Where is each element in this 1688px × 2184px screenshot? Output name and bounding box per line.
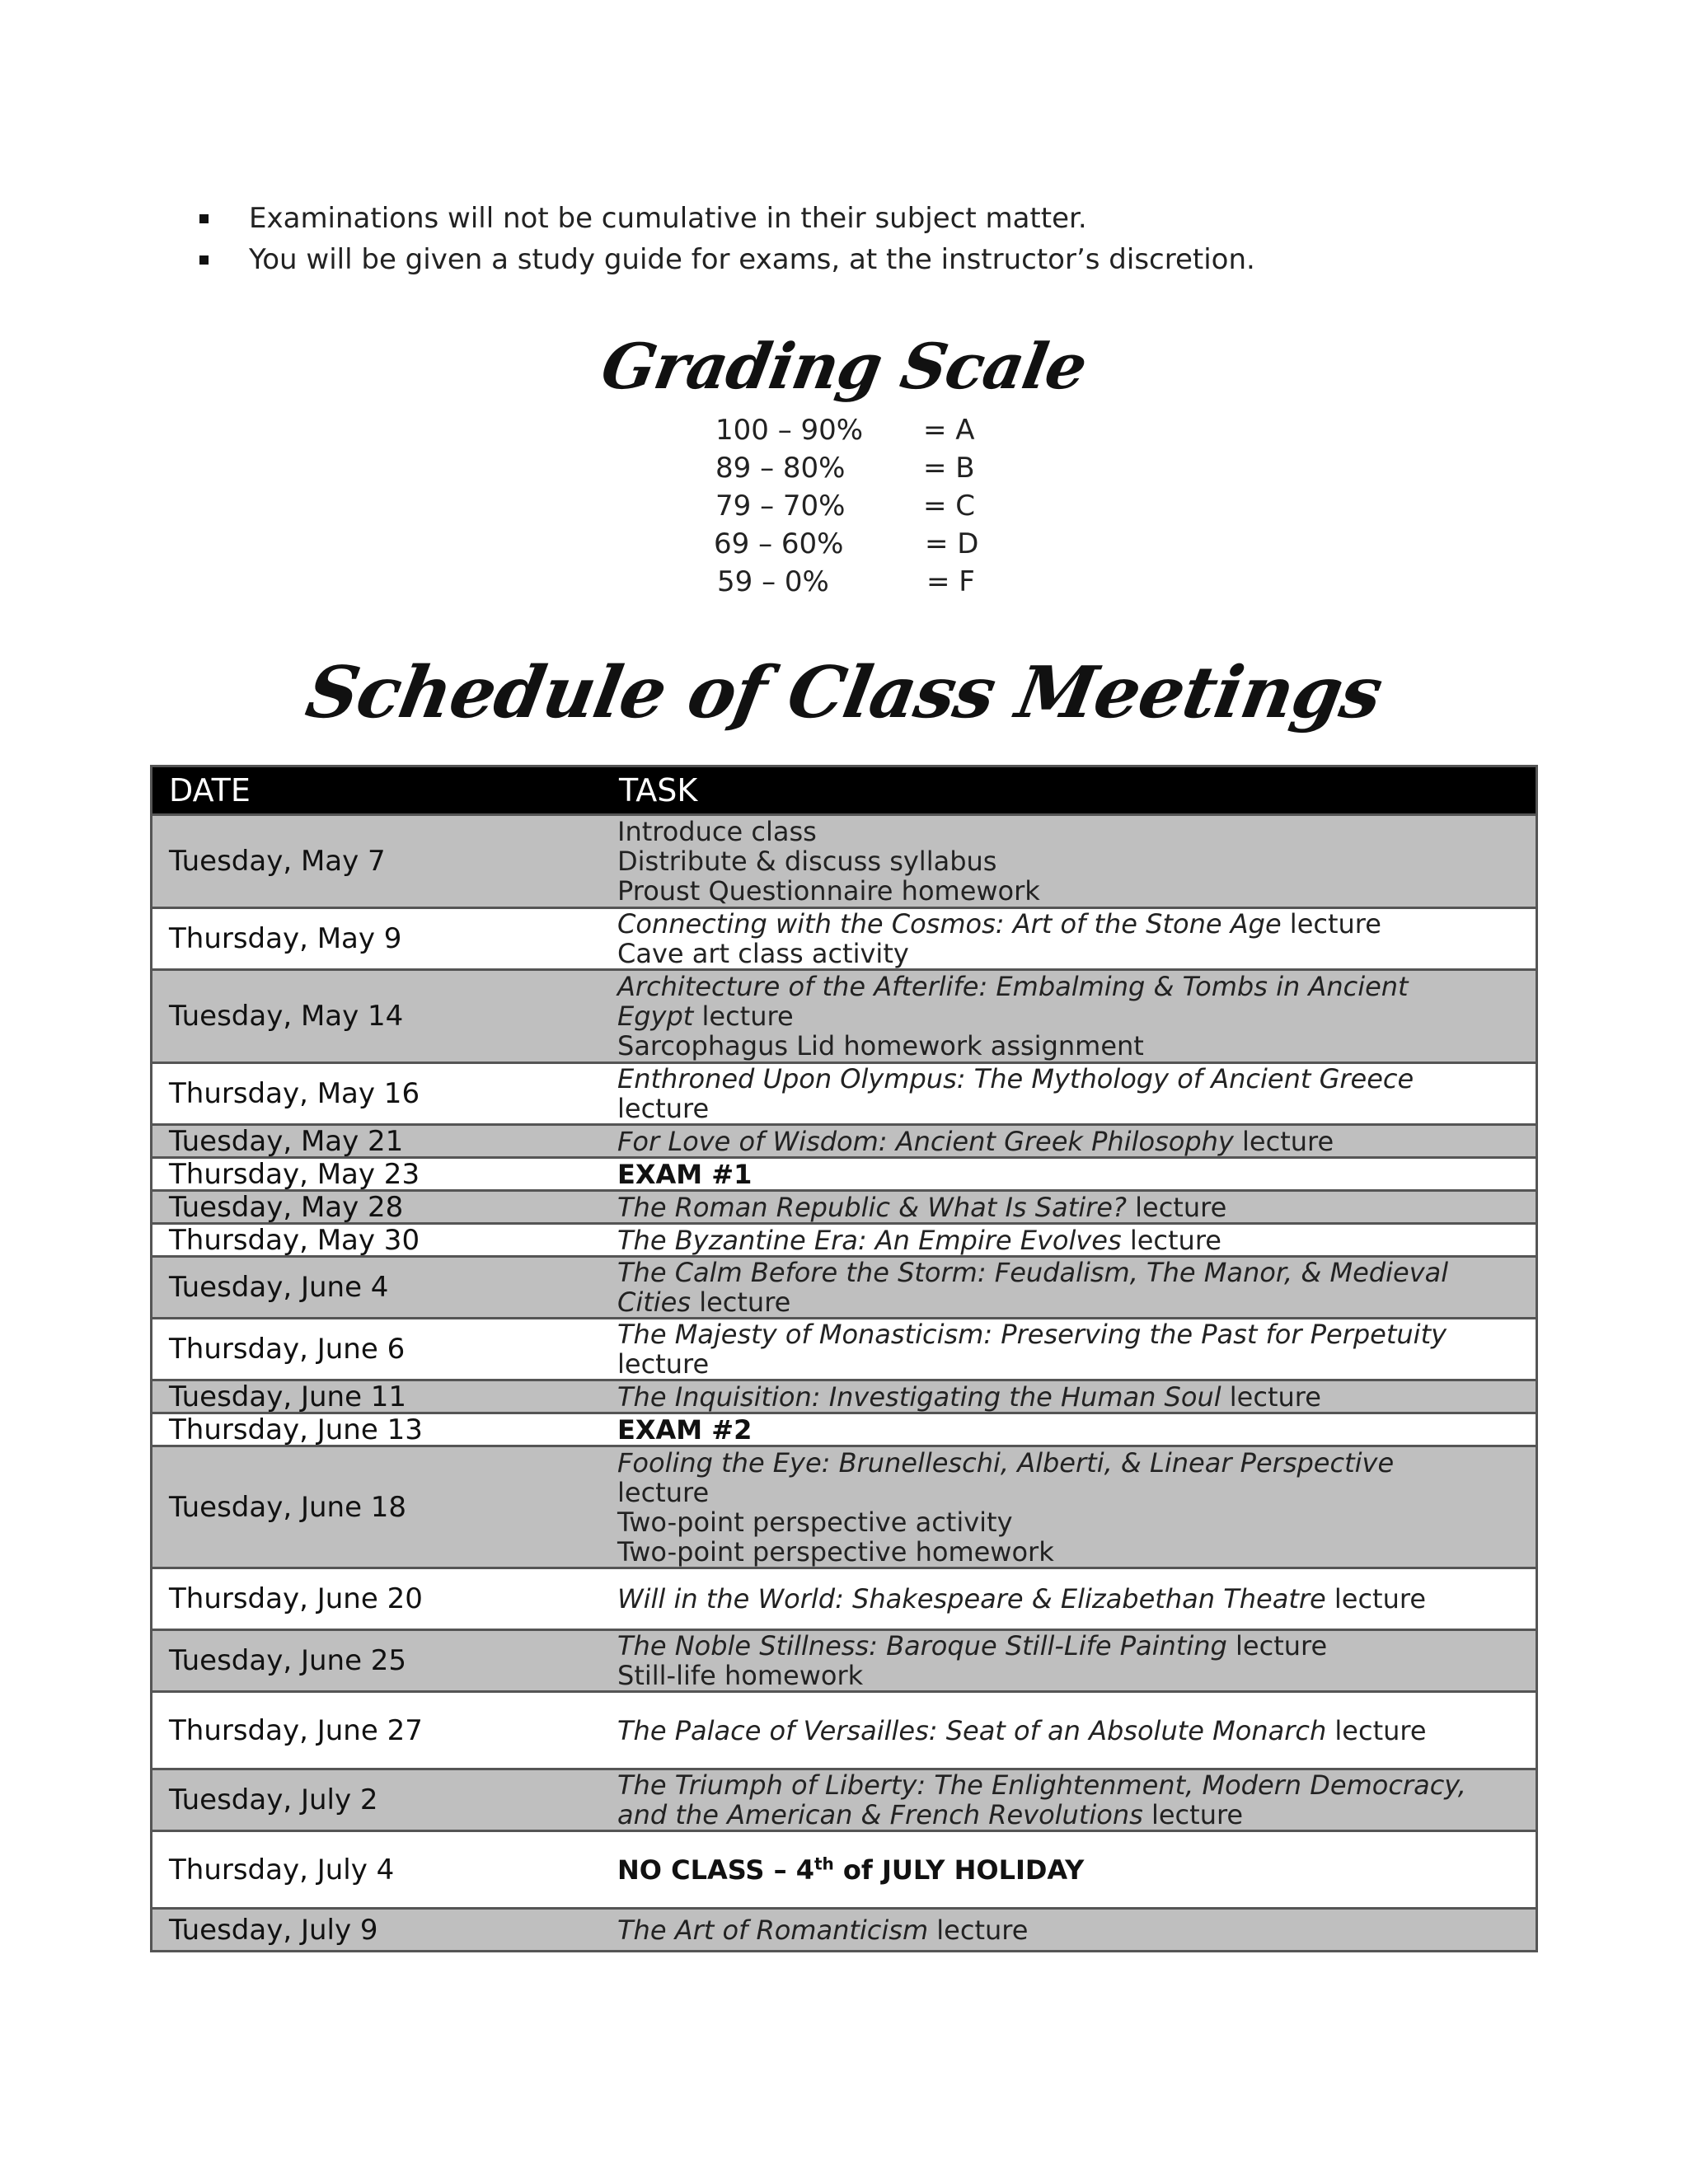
task-text: EXAM #1	[617, 1158, 753, 1190]
date-cell: Tuesday, May 14	[169, 1000, 404, 1033]
schedule-title: Schedule of Class Meetings	[300, 651, 1388, 734]
task-cell	[617, 1064, 1536, 1123]
task-title: Fooling the Eye: Brunelleschi, Alberti, & Linear Perspective	[617, 1446, 1395, 1479]
task-text: lecture	[1126, 1191, 1227, 1223]
task-text: lecture	[1326, 1714, 1427, 1746]
task-title: Egypt	[617, 1001, 694, 1032]
task-cell	[617, 1225, 1536, 1255]
table-row	[152, 1693, 1536, 1770]
task-text: lecture	[1142, 1799, 1244, 1830]
task-line	[617, 909, 1519, 939]
task-cell	[617, 1126, 1536, 1156]
date-cell: Tuesday, June 25	[169, 1644, 407, 1677]
date-cell: Tuesday, June 18	[169, 1490, 407, 1524]
task-line	[617, 1800, 1519, 1830]
task-title: Enthroned Upon Olympus: The Mythology of Ancient Greece	[617, 1063, 1414, 1094]
date-cell: Tuesday, July 2	[169, 1783, 378, 1816]
task-line	[617, 1319, 1519, 1349]
task-text: lecture	[617, 1348, 710, 1380]
bullet-text: You will be given a study guide for exams, at the instructor’s discretion.	[249, 243, 1255, 276]
task-title: Cities	[617, 1286, 692, 1318]
task-text: lecture	[1233, 1125, 1334, 1157]
task-text: Two-point perspective activity	[617, 1506, 1013, 1538]
grade-range: 69 – 60%	[714, 527, 844, 560]
task-text: lecture	[928, 1914, 1029, 1946]
task-line	[617, 1631, 1519, 1661]
table-row	[152, 1225, 1536, 1258]
grade-range: 89 – 80%	[715, 452, 846, 485]
exam-notes-list	[198, 198, 1255, 280]
task-text: lecture	[1121, 1224, 1221, 1256]
list-item	[198, 239, 1255, 280]
task-cell	[617, 909, 1536, 968]
table-row	[152, 909, 1536, 971]
task-line	[617, 1064, 1519, 1094]
table-row	[152, 1447, 1536, 1569]
task-line	[617, 1415, 1519, 1445]
task-line	[617, 1770, 1519, 1800]
task-text: lecture	[693, 1001, 794, 1032]
table-row	[152, 1631, 1536, 1693]
task-text: Proust Questionnaire homework	[617, 875, 1040, 907]
date-cell: Tuesday, May 21	[169, 1124, 404, 1158]
task-line	[617, 1448, 1519, 1478]
task-text: lecture	[691, 1286, 791, 1318]
task-line	[617, 1382, 1519, 1412]
date-cell: Thursday, May 16	[169, 1077, 420, 1110]
date-cell: Thursday, May 23	[169, 1157, 420, 1191]
task-line	[617, 1661, 1519, 1690]
task-cell	[617, 971, 1536, 1062]
task-cell	[617, 1832, 1536, 1907]
date-cell: Tuesday, May 28	[169, 1190, 404, 1224]
task-line	[617, 1258, 1519, 1287]
task-line	[617, 1287, 1519, 1317]
task-text: lecture	[1281, 908, 1381, 940]
task-text: Introduce class	[617, 816, 817, 847]
task-title: The Inquisition: Investigating the Human Soul	[617, 1380, 1221, 1413]
task-line	[617, 1716, 1519, 1746]
date-cell: Thursday, June 27	[169, 1713, 423, 1747]
task-line	[617, 1584, 1519, 1614]
task-text: EXAM #2	[617, 1413, 753, 1446]
task-text: of JULY HOLIDAY	[833, 1854, 1085, 1886]
task-title: and the American & French Revolutions	[617, 1799, 1143, 1830]
task-line	[617, 1349, 1519, 1379]
table-row	[152, 1258, 1536, 1319]
schedule-table	[150, 765, 1538, 1952]
task-title: The Noble Stillness: Baroque Still-Life Painting	[617, 1630, 1227, 1661]
task-title: Connecting with the Cosmos: Art of the Stone Age	[617, 908, 1282, 940]
list-item	[198, 198, 1255, 239]
table-row	[152, 1159, 1536, 1192]
task-line	[617, 1507, 1519, 1537]
task-line	[617, 1537, 1519, 1567]
task-cell	[617, 1569, 1536, 1629]
date-cell: Tuesday, July 9	[169, 1913, 378, 1947]
task-title: The Triumph of Liberty: The Enlightenment, Modern Democracy,	[617, 1769, 1466, 1801]
grade-range: 59 – 0%	[717, 565, 829, 598]
task-line	[617, 939, 1519, 968]
table-row	[152, 1319, 1536, 1381]
task-line	[617, 1226, 1519, 1255]
task-line	[617, 846, 1519, 876]
task-text: Distribute & discuss syllabus	[617, 846, 997, 877]
date-cell: Tuesday, May 7	[169, 845, 386, 878]
task-cell	[617, 1414, 1536, 1445]
date-cell: Tuesday, June 4	[169, 1271, 389, 1304]
task-line	[617, 817, 1519, 846]
task-title: Will in the World: Shakespeare & Elizabethan Theatre	[617, 1583, 1326, 1615]
bullet-square-icon	[199, 214, 209, 223]
schedule-header-row	[152, 767, 1536, 816]
table-row	[152, 1192, 1536, 1225]
grade-letter: = F	[926, 565, 975, 598]
task-text: NO CLASS – 4	[617, 1854, 814, 1886]
grade-letter: = C	[923, 490, 976, 523]
table-row	[152, 1064, 1536, 1126]
grade-letter: = A	[923, 414, 975, 447]
task-text: lecture	[1221, 1380, 1321, 1413]
superscript: th	[814, 1853, 834, 1873]
task-title: The Palace of Versailles: Seat of an Absolute Monarch	[617, 1714, 1327, 1746]
task-line	[617, 1001, 1519, 1031]
task-title: The Byzantine Era: An Empire Evolves	[617, 1224, 1122, 1256]
task-cell	[617, 1631, 1536, 1690]
task-text: Two-point perspective homework	[617, 1535, 1054, 1568]
task-cell	[617, 1381, 1536, 1412]
task-cell	[617, 1319, 1536, 1379]
task-text: lecture	[617, 1093, 710, 1124]
grade-range: 79 – 70%	[715, 490, 846, 523]
task-line	[617, 972, 1519, 1001]
task-cell	[617, 1770, 1536, 1830]
task-line	[617, 1127, 1519, 1156]
task-line	[617, 876, 1519, 906]
task-column-header: TASK	[619, 772, 698, 808]
table-row	[152, 971, 1536, 1064]
task-title: The Roman Republic & What Is Satire?	[617, 1191, 1127, 1223]
date-cell: Thursday, June 6	[169, 1333, 406, 1366]
bullet-text: Examinations will not be cumulative in their subject matter.	[249, 202, 1087, 235]
task-text: Cave art class activity	[617, 938, 909, 969]
date-cell: Thursday, May 30	[169, 1223, 420, 1257]
table-row	[152, 1381, 1536, 1414]
task-text: lecture	[1325, 1583, 1427, 1615]
task-line	[617, 1193, 1519, 1222]
task-title: Architecture of the Afterlife: Embalming & Tombs in Ancient	[617, 971, 1409, 1002]
task-line	[617, 1094, 1519, 1123]
task-title: The Majesty of Monasticism: Preserving the Past for Perpetuity	[617, 1319, 1447, 1350]
table-row	[152, 1832, 1536, 1910]
task-cell	[617, 816, 1536, 907]
task-text: Sarcophagus Lid homework assignment	[617, 1030, 1144, 1062]
date-cell: Tuesday, June 11	[169, 1380, 407, 1413]
task-line	[617, 1160, 1519, 1189]
bullet-square-icon	[199, 255, 209, 265]
grading-scale-title: Grading Scale	[596, 330, 1092, 403]
task-text: Still-life homework	[617, 1660, 864, 1691]
task-cell	[617, 1258, 1536, 1317]
date-cell: Thursday, May 9	[169, 922, 402, 955]
grade-range: 100 – 90%	[715, 414, 864, 447]
date-cell: Thursday, June 13	[169, 1413, 423, 1446]
task-title: The Art of Romanticism	[617, 1914, 929, 1946]
table-row	[152, 1414, 1536, 1447]
task-cell	[617, 1447, 1536, 1567]
task-line	[617, 1915, 1519, 1945]
table-row	[152, 1770, 1536, 1832]
table-row	[152, 816, 1536, 909]
task-title: The Calm Before the Storm: Feudalism, The Manor, & Medieval	[617, 1257, 1449, 1288]
grade-letter: = B	[923, 452, 975, 485]
task-line	[617, 1478, 1519, 1507]
task-cell	[617, 1159, 1536, 1189]
task-cell	[617, 1192, 1536, 1222]
task-cell	[617, 1693, 1536, 1768]
task-text: lecture	[1226, 1630, 1328, 1661]
table-row	[152, 1910, 1536, 1950]
table-row	[152, 1126, 1536, 1159]
date-cell: Thursday, July 4	[169, 1853, 395, 1886]
date-column-header: DATE	[169, 772, 251, 808]
task-text: lecture	[617, 1476, 710, 1508]
task-line	[617, 1855, 1519, 1885]
task-title: For Love of Wisdom: Ancient Greek Philosophy	[617, 1125, 1234, 1157]
table-row	[152, 1569, 1536, 1631]
date-cell: Thursday, June 20	[169, 1582, 423, 1615]
schedule-body	[152, 816, 1536, 1950]
task-line	[617, 1031, 1519, 1061]
grade-letter: = D	[925, 527, 979, 560]
task-cell	[617, 1910, 1536, 1950]
